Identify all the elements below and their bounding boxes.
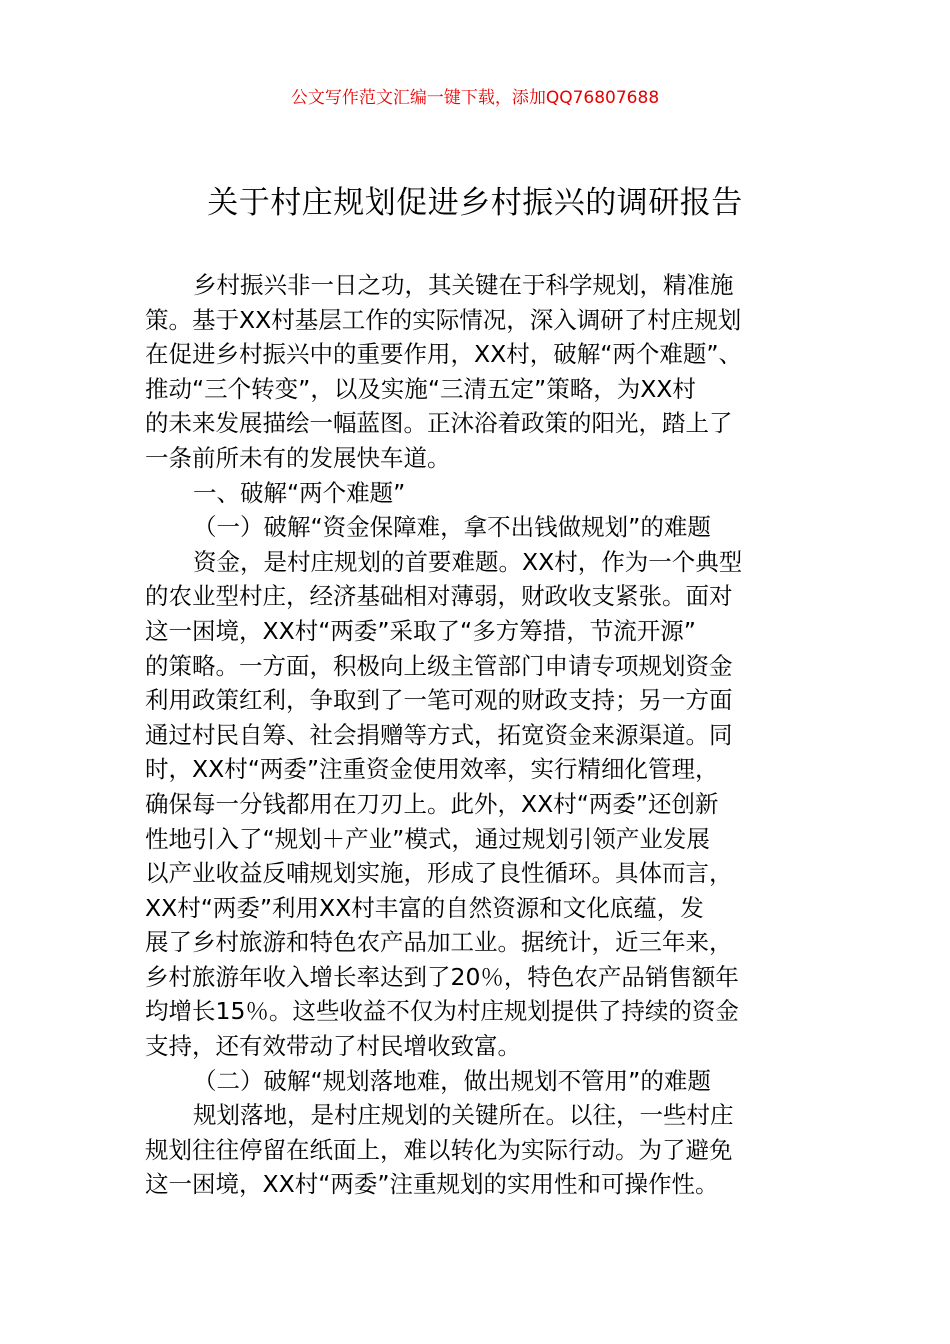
subsection-heading: （二）破解“规划落地难，做出规划不管用”的难题 bbox=[193, 1066, 711, 1095]
paragraph-line: 的未来发展描绘一幅蓝图。正沐浴着政策的阳光，踏上了 bbox=[145, 409, 733, 438]
paragraph-line: 这一困境，XX村“两委”采取了“多方筹措，节流开源” bbox=[145, 616, 696, 645]
paragraph-line: 规划往往停留在纸面上，难以转化为实际行动。为了避免 bbox=[145, 1135, 733, 1164]
paragraph-line: 性地引入了“规划＋产业”模式，通过规划引领产业发展 bbox=[145, 824, 710, 853]
paragraph-line: 一条前所未有的发展快车道。 bbox=[145, 443, 451, 472]
paragraph-line: 通过村民自筹、社会捐赠等方式，拓宽资金来源渠道。同 bbox=[145, 720, 733, 749]
paragraph-line: 推动“三个转变”，以及实施“三清五定”策略，为XX村 bbox=[145, 374, 696, 403]
paragraph-line: XX村“两委”利用XX村丰富的自然资源和文化底蕴，发 bbox=[145, 893, 704, 922]
paragraph-line: 乡村旅游年收入增长率达到了20％，特色农产品销售额年 bbox=[145, 962, 739, 991]
paragraph-line: 确保每一分钱都用在刀刃上。此外，XX村“两委”还创新 bbox=[145, 789, 719, 818]
paragraph-line: 支持，还有效带动了村民增收致富。 bbox=[145, 1032, 521, 1061]
paragraph-line: 乡村振兴非一日之功，其关键在于科学规划，精准施 bbox=[193, 271, 734, 299]
paragraph-line: 展了乡村旅游和特色农产品加工业。据统计，近三年来， bbox=[145, 928, 733, 957]
paragraph-line: 的策略。一方面，积极向上级主管部门申请专项规划资金 bbox=[145, 651, 733, 680]
paragraph-line: 策。基于XX村基层工作的实际情况，深入调研了村庄规划 bbox=[145, 305, 742, 334]
paragraph-line: 时，XX村“两委”注重资金使用效率，实行精细化管理， bbox=[145, 755, 719, 784]
paragraph-line: 这一困境，XX村“两委”注重规划的实用性和可操作性。 bbox=[145, 1170, 719, 1199]
download-banner: 公文写作范文汇编一键下载，添加QQ76807688 bbox=[290, 88, 660, 108]
paragraph-line: 在促进乡村振兴中的重要作用，XX村，破解“两个难题”、 bbox=[145, 340, 743, 369]
paragraph-line: 均增长15％。这些收益不仅为村庄规划提供了持续的资金 bbox=[145, 997, 739, 1026]
subsection-heading: （一）破解“资金保障难，拿不出钱做规划”的难题 bbox=[193, 513, 711, 542]
section-heading: 一、破解“两个难题” bbox=[193, 478, 406, 507]
document-title: 关于村庄规划促进乡村振兴的调研报告 bbox=[207, 185, 743, 221]
document-body bbox=[145, 268, 813, 1202]
paragraph-line: 以产业收益反哺规划实施，形成了良性循环。具体而言， bbox=[145, 859, 733, 888]
paragraph-line: 规划落地，是村庄规划的关键所在。以往，一些村庄 bbox=[193, 1101, 734, 1130]
paragraph-line: 利用政策红利，争取到了一笔可观的财政支持；另一方面 bbox=[145, 686, 733, 715]
paragraph-line: 资金，是村庄规划的首要难题。XX村，作为一个典型 bbox=[193, 547, 743, 576]
paragraph-line: 的农业型村庄，经济基础相对薄弱，财政收支紧张。面对 bbox=[145, 582, 733, 611]
